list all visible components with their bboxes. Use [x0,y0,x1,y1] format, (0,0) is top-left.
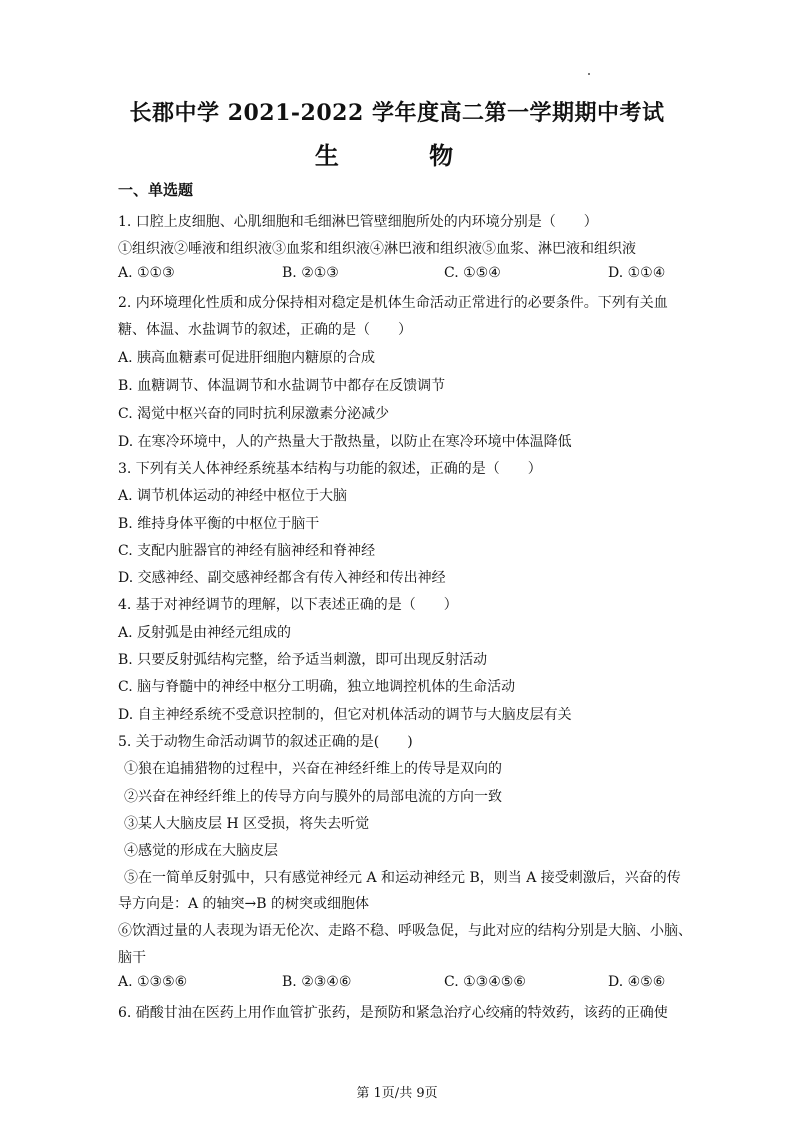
q5-option-d: D. ④⑤⑥ [608,974,666,990]
q2-option-c: C. 渴觉中枢兴奋的同时抗利尿激素分泌减少 [118,406,390,422]
q1-items: ①组织液②唾液和组织液③血浆和组织液④淋巴液和组织液⑤血浆、淋巴液和组织液 [118,241,636,257]
q3-option-c: C. 支配内脏器官的神经有脑神经和脊神经 [118,543,376,559]
q4-option-d: D. 自主神经系统不受意识控制的，但它对机体活动的调节与大脑皮层有关 [118,707,572,723]
q5-stem: 5. 关于动物生命活动调节的叙述正确的是( ) [118,734,413,750]
q5-option-b: B. ②③④⑥ [282,974,352,990]
q2-stem-line-1: 2. 内环境理化性质和成分保持相对稳定是机体生命活动正常进行的必要条件。下列有关血 [118,295,668,311]
q4-stem: 4. 基于对神经调节的理解，以下表述正确的是（ ） [118,597,458,613]
q5-statement-4: ④感觉的形成在大脑皮层 [124,843,278,859]
q3-option-d: D. 交感神经、副交感神经都含有传入神经和传出神经 [118,570,446,586]
q1-option-d: D. ①①④ [608,265,666,281]
q1-stem: 1. 口腔上皮细胞、心肌细胞和毛细淋巴管壁细胞所处的内环境分别是（ ） [118,214,598,230]
q5-statement-1: ①狼在追捕猎物的过程中，兴奋在神经纤维上的传导是双向的 [124,761,502,777]
q5-statement-5-line-2: 导方向是：A 的轴突→B 的树突或细胞体 [118,896,370,912]
q5-option-c: C. ①③④⑤⑥ [444,974,526,990]
q6-stem: 6. 硝酸甘油在医药上用作血管扩张药，是预防和紧急治疗心绞痛的特效药，该药的正确使 [118,1005,668,1021]
q2-option-a: A. 胰高血糖素可促进肝细胞内糖原的合成 [118,350,376,366]
q2-stem-line-2: 糖、体温、水盐调节的叙述，正确的是（ ） [118,322,412,338]
scan-speck [588,73,590,75]
q2-option-d: D. 在寒冷环境中，人的产热量大于散热量，以防止在寒冷环境中体温降低 [118,434,572,450]
q4-option-c: C. 脑与脊髓中的神经中枢分工明确，独立地调控机体的生命活动 [118,679,516,695]
q5-statement-6-line-1: ⑥饮酒过量的人表现为语无伦次、走路不稳、呼吸急促，与此对应的结构分别是大脑、小脑、 [118,923,692,939]
q4-option-a: A. 反射弧是由神经元组成的 [118,625,292,641]
q5-statement-6-line-2: 脑干 [118,950,146,966]
q1-option-a: A. ①①③ [118,265,175,281]
q3-stem: 3. 下列有关人体神经系统基本结构与功能的叙述，正确的是（ ） [118,461,542,477]
q1-option-c: C. ①⑤④ [444,265,501,281]
subject-title: 生 物 [314,141,480,170]
q4-option-b: B. 只要反射弧结构完整，给予适当刺激，即可出现反射活动 [118,652,488,668]
q3-option-b: B. 维持身体平衡的中枢位于脑干 [118,516,320,532]
q5-statement-2: ②兴奋在神经纤维上的传导方向与膜外的局部电流的方向一致 [124,789,502,805]
q5-option-a: A. ①③⑤⑥ [118,974,188,990]
q2-option-b: B. 血糖调节、体温调节和水盐调节中都存在反馈调节 [118,378,446,394]
q5-statement-5-line-1: ⑤在一简单反射弧中，只有感觉神经元 A 和运动神经元 B，则当 A 接受刺激后，兴奋的传 [124,870,681,886]
q5-statement-3: ③某人大脑皮层 H 区受损，将失去听觉 [124,816,370,832]
q1-option-b: B. ②①③ [282,265,339,281]
section-heading: 一、单选题 [118,181,194,199]
exam-title: 长郡中学 2021-2022 学年度高二第一学期期中考试 [129,100,665,126]
q3-option-a: A. 调节机体运动的神经中枢位于大脑 [118,488,348,504]
page-number: 第 1页/共 9页 [356,1086,438,1101]
